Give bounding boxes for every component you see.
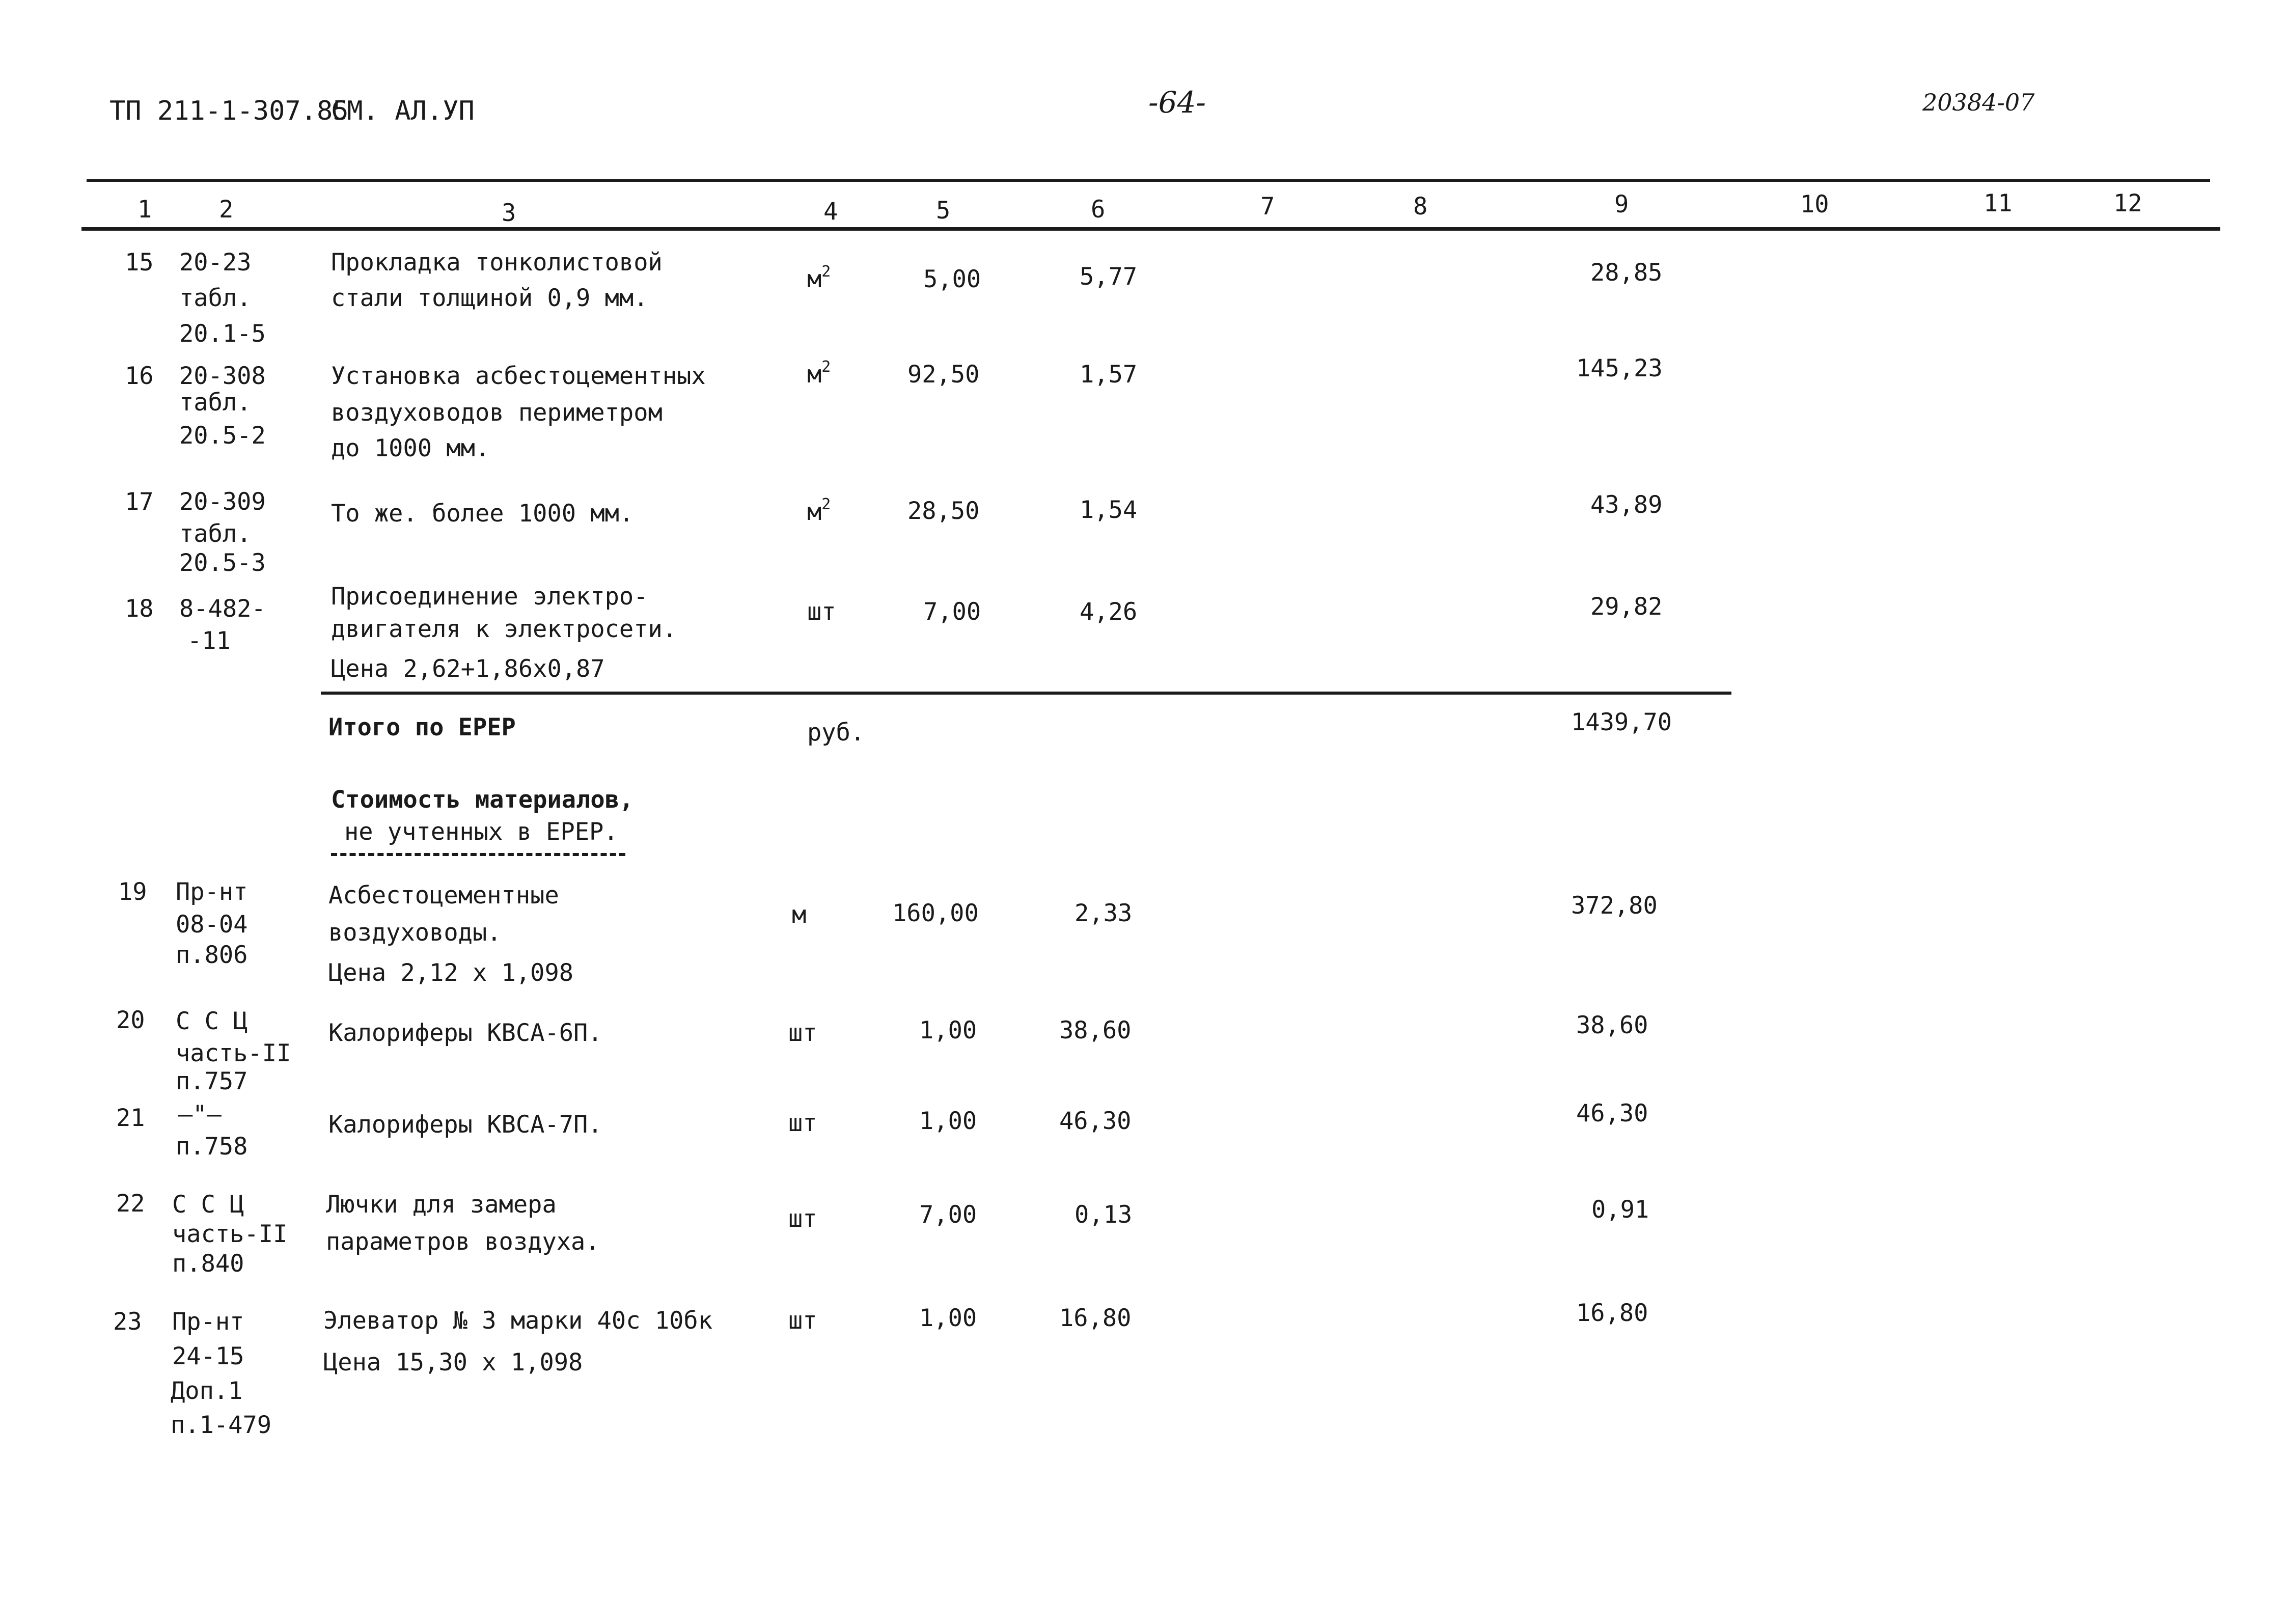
col-num-3: 3: [502, 199, 516, 227]
col-num-5: 5: [936, 197, 951, 225]
row-code: часть-II: [176, 1039, 291, 1067]
row-description: Присоединение электро-: [331, 583, 648, 611]
row-number: 23: [113, 1308, 142, 1336]
row-number: 19: [118, 878, 147, 906]
row-description: Калориферы КВСА-7П.: [328, 1111, 602, 1139]
row-unit: шт: [788, 1307, 817, 1335]
row-description: Цена 15,30 х 1,098: [323, 1348, 583, 1377]
row-price: 16,80: [1059, 1304, 1132, 1332]
row-description: Цена 2,62+1,86х0,87: [331, 655, 605, 683]
col-num-8: 8: [1413, 192, 1428, 221]
row-code: 20.5-3: [179, 549, 266, 577]
col-num-9: 9: [1614, 190, 1629, 218]
row-price: 2,33: [1075, 899, 1133, 927]
row-description: Калориферы КВСА-6П.: [328, 1019, 602, 1047]
row-total: 16,80: [1576, 1299, 1648, 1327]
subtotal-unit: руб.: [807, 719, 865, 747]
row-code: С С Ц: [172, 1191, 244, 1219]
col-num-2: 2: [219, 196, 234, 224]
row-code: Пр-нт: [176, 878, 248, 906]
col-num-4: 4: [823, 198, 838, 226]
section-heading-line1: Стоимость материалов,: [331, 786, 634, 814]
subtotal-label: Итого по ЕРЕР: [328, 713, 516, 741]
row-quantity: 1,00: [919, 1107, 977, 1135]
row-price: 0,13: [1075, 1201, 1133, 1229]
inventory-number: 20384-07: [1922, 89, 2035, 116]
row-number: 17: [125, 488, 154, 516]
document-code: ТП 211-1-307.85: [109, 96, 349, 126]
row-number: 15: [125, 249, 154, 277]
row-total: 0,91: [1591, 1196, 1649, 1224]
row-quantity: 1,00: [919, 1016, 977, 1044]
row-code: табл.: [179, 389, 252, 417]
row-total: 46,30: [1576, 1099, 1648, 1127]
row-description: до 1000 мм.: [331, 434, 490, 462]
row-number: 16: [125, 362, 154, 390]
row-unit: шт: [788, 1205, 817, 1233]
col-num-6: 6: [1091, 196, 1106, 224]
row-quantity: 7,00: [919, 1201, 977, 1229]
row-unit: $м^2$: [807, 496, 831, 526]
row-code: п.758: [176, 1133, 248, 1161]
col-num-12: 12: [2113, 189, 2142, 217]
row-quantity: 92,50: [907, 361, 980, 389]
subtotal-rule: [321, 692, 1731, 695]
row-unit: м: [792, 901, 807, 929]
row-description: Элеватор № 3 марки 40с 10бк: [323, 1307, 713, 1335]
row-code: 20-309: [179, 488, 266, 516]
section-heading-line2: не учтенных в ЕРЕР.: [344, 818, 618, 846]
row-quantity: 7,00: [923, 598, 981, 626]
row-code: -11: [187, 627, 231, 655]
row-price: 38,60: [1059, 1016, 1132, 1044]
col-num-11: 11: [1984, 189, 2013, 217]
row-code: п.757: [176, 1067, 248, 1095]
row-description: стали толщиной 0,9 мм.: [331, 284, 648, 312]
row-code: 08-04: [176, 911, 248, 939]
row-number: 21: [116, 1104, 145, 1132]
row-total: 38,60: [1576, 1011, 1648, 1039]
row-quantity: 160,00: [892, 899, 979, 927]
row-quantity: 1,00: [919, 1304, 977, 1332]
row-quantity: 28,50: [907, 497, 980, 525]
row-code: табл.: [179, 520, 252, 548]
row-code: п.840: [172, 1250, 244, 1278]
row-code: 20.1-5: [179, 320, 266, 348]
row-code: 24-15: [172, 1342, 244, 1370]
row-code: —"—: [178, 1100, 222, 1128]
row-description: Цена 2,12 х 1,098: [328, 959, 574, 987]
row-code: Пр-нт: [172, 1308, 244, 1336]
row-code: 20.5-2: [179, 422, 266, 450]
row-description: Лючки для замера: [326, 1191, 557, 1219]
row-quantity: 5,00: [923, 265, 981, 293]
header-top-rule: [87, 179, 2210, 182]
col-num-7: 7: [1260, 192, 1275, 221]
row-price: 46,30: [1059, 1107, 1132, 1135]
row-number: 22: [116, 1190, 145, 1218]
row-description: Установка асбестоцементных: [331, 362, 706, 390]
row-code: 8-482-: [179, 595, 266, 623]
row-description: двигателя к электросети.: [331, 615, 677, 643]
row-code: п.806: [176, 941, 248, 969]
row-description: воздуховодов периметром: [331, 399, 663, 427]
row-total: 28,85: [1590, 259, 1663, 287]
section-dashed-underline: [331, 853, 625, 856]
row-description: параметров воздуха.: [326, 1228, 600, 1256]
header-bottom-rule: [81, 227, 2220, 231]
row-total: 372,80: [1571, 892, 1658, 920]
row-price: 5,77: [1080, 263, 1138, 291]
subtotal-total: 1439,70: [1571, 708, 1672, 736]
row-unit: шт: [788, 1109, 817, 1137]
row-total: 43,89: [1590, 491, 1663, 519]
row-code: табл.: [179, 284, 252, 312]
row-unit: $м^2$: [807, 263, 831, 293]
row-unit: шт: [788, 1019, 817, 1047]
row-number: 18: [125, 595, 154, 623]
page-number: -64-: [1148, 85, 1206, 120]
row-price: 1,54: [1080, 496, 1138, 524]
row-code: п.1-479: [171, 1411, 272, 1439]
row-code: 20-23: [179, 249, 252, 277]
row-total: 29,82: [1590, 593, 1663, 621]
row-price: 1,57: [1080, 361, 1138, 389]
row-unit: шт: [807, 598, 836, 626]
row-code: 20-308: [179, 362, 266, 390]
col-num-1: 1: [137, 196, 152, 224]
row-description: Асбестоцементные: [328, 882, 559, 910]
row-code: часть-II: [172, 1220, 288, 1248]
col-num-10: 10: [1800, 190, 1829, 218]
row-description: Прокладка тонколистовой: [331, 249, 663, 277]
row-unit: $м^2$: [807, 358, 831, 389]
row-number: 20: [116, 1006, 145, 1034]
row-code: Доп.1: [171, 1377, 243, 1405]
row-description: То же. более 1000 мм.: [331, 500, 634, 528]
row-code: С С Ц: [176, 1007, 248, 1035]
row-total: 145,23: [1576, 354, 1663, 382]
row-price: 4,26: [1080, 598, 1138, 626]
sheet-code: СМ. АЛ.УП: [331, 96, 475, 126]
row-description: воздуховоды.: [328, 919, 502, 947]
